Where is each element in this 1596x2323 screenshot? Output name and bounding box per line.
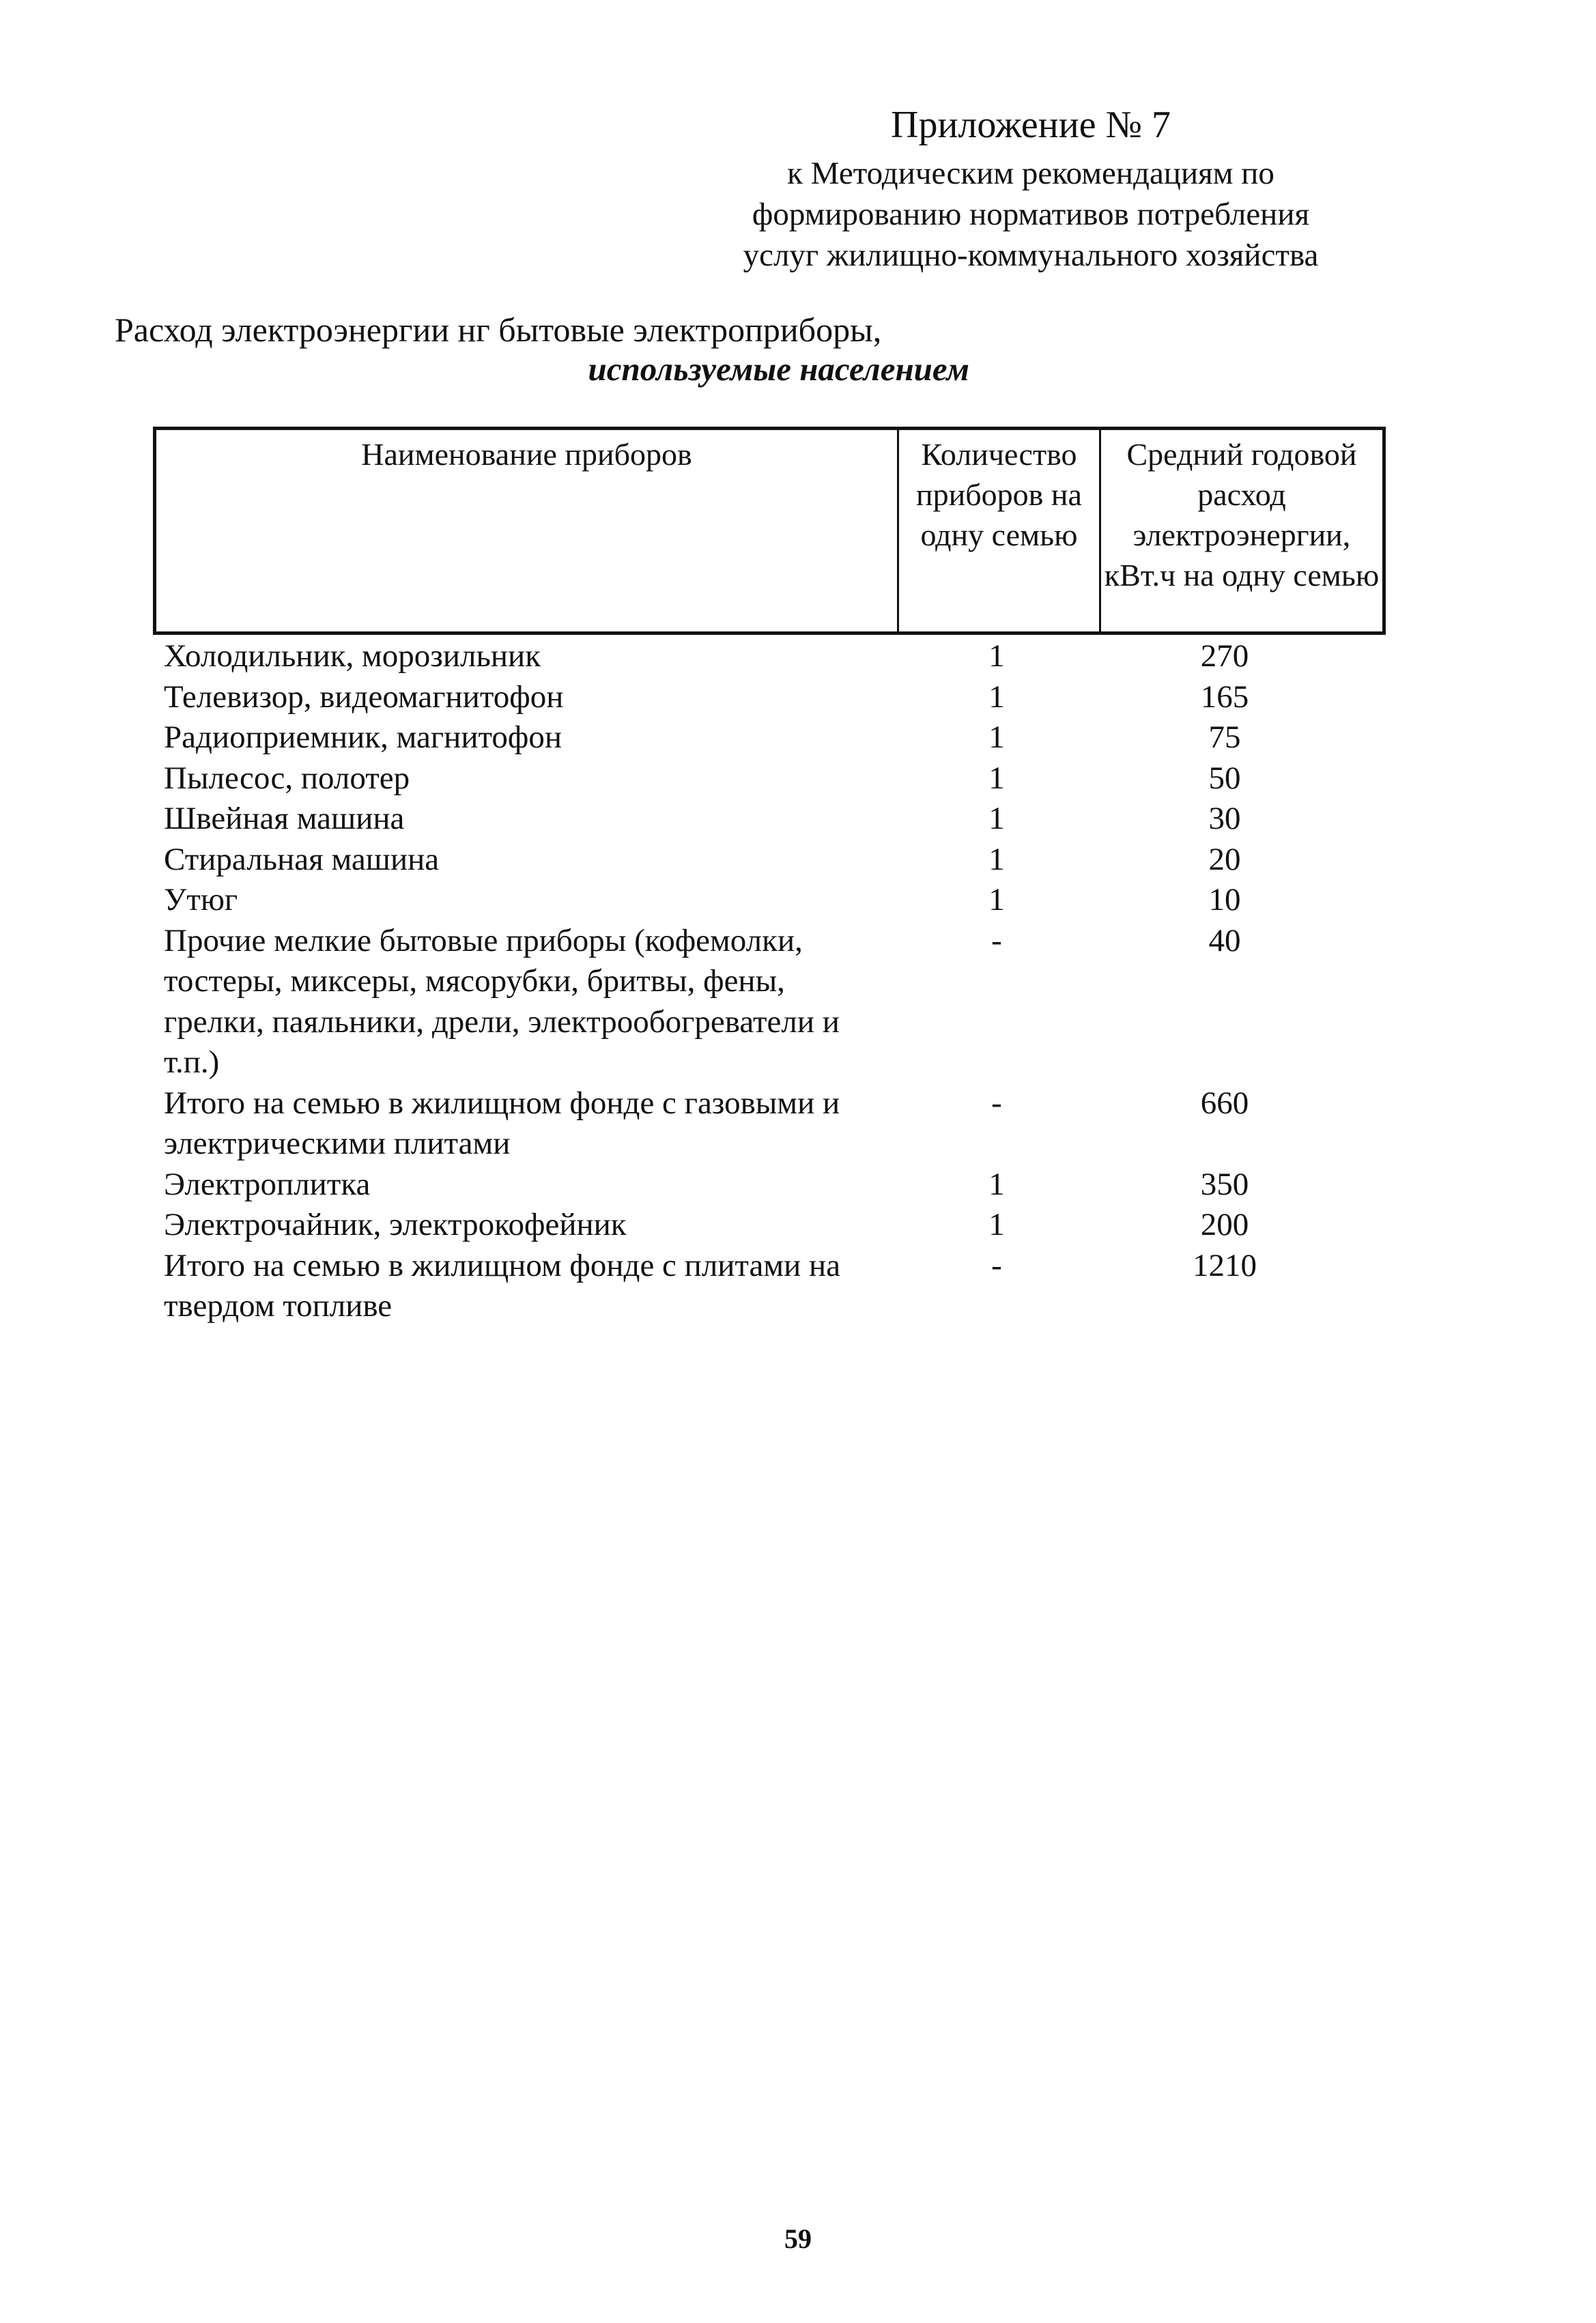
row-device-count: - bbox=[991, 1085, 1002, 1121]
row-device-name: Прочие мелкие бытовые приборы (кофемолки, тостеры, миксеры, мясорубки, бритвы, фены, грелки, паяльники, дрели, электрообогреватели и т.п.) bbox=[164, 922, 840, 1080]
row-device-count: 1 bbox=[988, 1207, 1005, 1242]
row-device-count: 1 bbox=[988, 719, 1005, 755]
row-device-name: Итого на семью в жилищном фонде с плитами на твердом топливе bbox=[164, 1247, 841, 1324]
row-annual-kwh: 660 bbox=[1200, 1085, 1249, 1121]
row-device-name: Итого на семью в жилищном фонде с газовыми и электрическими плитами bbox=[164, 1085, 840, 1161]
header-device-count: Количество приборов на одну семью bbox=[899, 430, 1101, 631]
header-device-name: Наименование приборов bbox=[156, 430, 899, 631]
row-device-name: Пылесос, полотер bbox=[164, 760, 410, 796]
row-device-name: Радиоприемник, магнитофон bbox=[164, 719, 562, 755]
table-row bbox=[164, 758, 1386, 799]
row-device-count: 1 bbox=[988, 841, 1005, 877]
table-row bbox=[164, 921, 1386, 1083]
table-row bbox=[164, 840, 1386, 881]
appendix-line-1: к Методическим рекомендациям по bbox=[787, 156, 1274, 191]
row-device-count: 1 bbox=[988, 882, 1005, 917]
table-row bbox=[164, 1205, 1386, 1246]
table-row bbox=[164, 1246, 1386, 1327]
row-device-count: 1 bbox=[988, 1166, 1005, 1202]
row-annual-kwh: 165 bbox=[1200, 679, 1249, 715]
row-annual-kwh: 350 bbox=[1200, 1166, 1249, 1202]
row-annual-kwh: 40 bbox=[1208, 922, 1241, 958]
row-device-count: 1 bbox=[988, 679, 1005, 715]
row-device-name: Электрочайник, электрокофейник bbox=[164, 1207, 627, 1242]
header-annual-consumption: Средний годовой расход электроэнергии, кВт.ч на одну семью bbox=[1104, 437, 1380, 593]
row-annual-kwh: 1210 bbox=[1193, 1247, 1257, 1283]
row-device-name: Холодильник, морозильник bbox=[164, 638, 541, 674]
row-annual-kwh: 75 bbox=[1208, 719, 1241, 755]
appendix-title: Приложение № 7 bbox=[891, 104, 1171, 146]
appendix-line-2: формированию нормативов потребления bbox=[752, 197, 1310, 232]
row-annual-kwh: 30 bbox=[1208, 801, 1241, 836]
row-device-name: Швейная машина bbox=[164, 801, 405, 836]
row-device-name: Стиральная машина bbox=[164, 841, 440, 877]
table-row bbox=[164, 1165, 1386, 1206]
appendix-header bbox=[710, 101, 1352, 276]
row-device-count: 1 bbox=[988, 801, 1005, 836]
table-body bbox=[164, 636, 1386, 1327]
row-device-name: Телевизор, видеомагнитофон bbox=[164, 679, 564, 715]
table-row bbox=[164, 717, 1386, 758]
row-annual-kwh: 270 bbox=[1200, 638, 1249, 674]
row-device-name: Электроплитка bbox=[164, 1166, 371, 1202]
row-device-count: - bbox=[991, 922, 1002, 958]
row-annual-kwh: 200 bbox=[1200, 1207, 1249, 1242]
row-device-name: Утюг bbox=[164, 882, 238, 917]
page-number: 59 bbox=[784, 2223, 812, 2254]
row-device-count: 1 bbox=[988, 638, 1005, 674]
table-row bbox=[164, 677, 1386, 718]
row-annual-kwh: 10 bbox=[1208, 882, 1241, 917]
row-annual-kwh: 50 bbox=[1208, 760, 1241, 796]
table-row bbox=[164, 799, 1386, 840]
table-caption-line-1: Расход электроэнергии нг бытовые электроприборы, bbox=[115, 311, 882, 349]
table-caption-line-2: используемые населением bbox=[588, 350, 969, 388]
row-annual-kwh: 20 bbox=[1208, 841, 1241, 877]
table-row bbox=[164, 880, 1386, 921]
table-row bbox=[164, 1083, 1386, 1165]
table-row bbox=[164, 636, 1386, 677]
row-device-count: 1 bbox=[988, 760, 1005, 796]
appendix-line-3: услуг жилищно-коммунального хозяйства bbox=[743, 238, 1319, 273]
table-header bbox=[153, 427, 1386, 635]
row-device-count: - bbox=[991, 1247, 1002, 1283]
